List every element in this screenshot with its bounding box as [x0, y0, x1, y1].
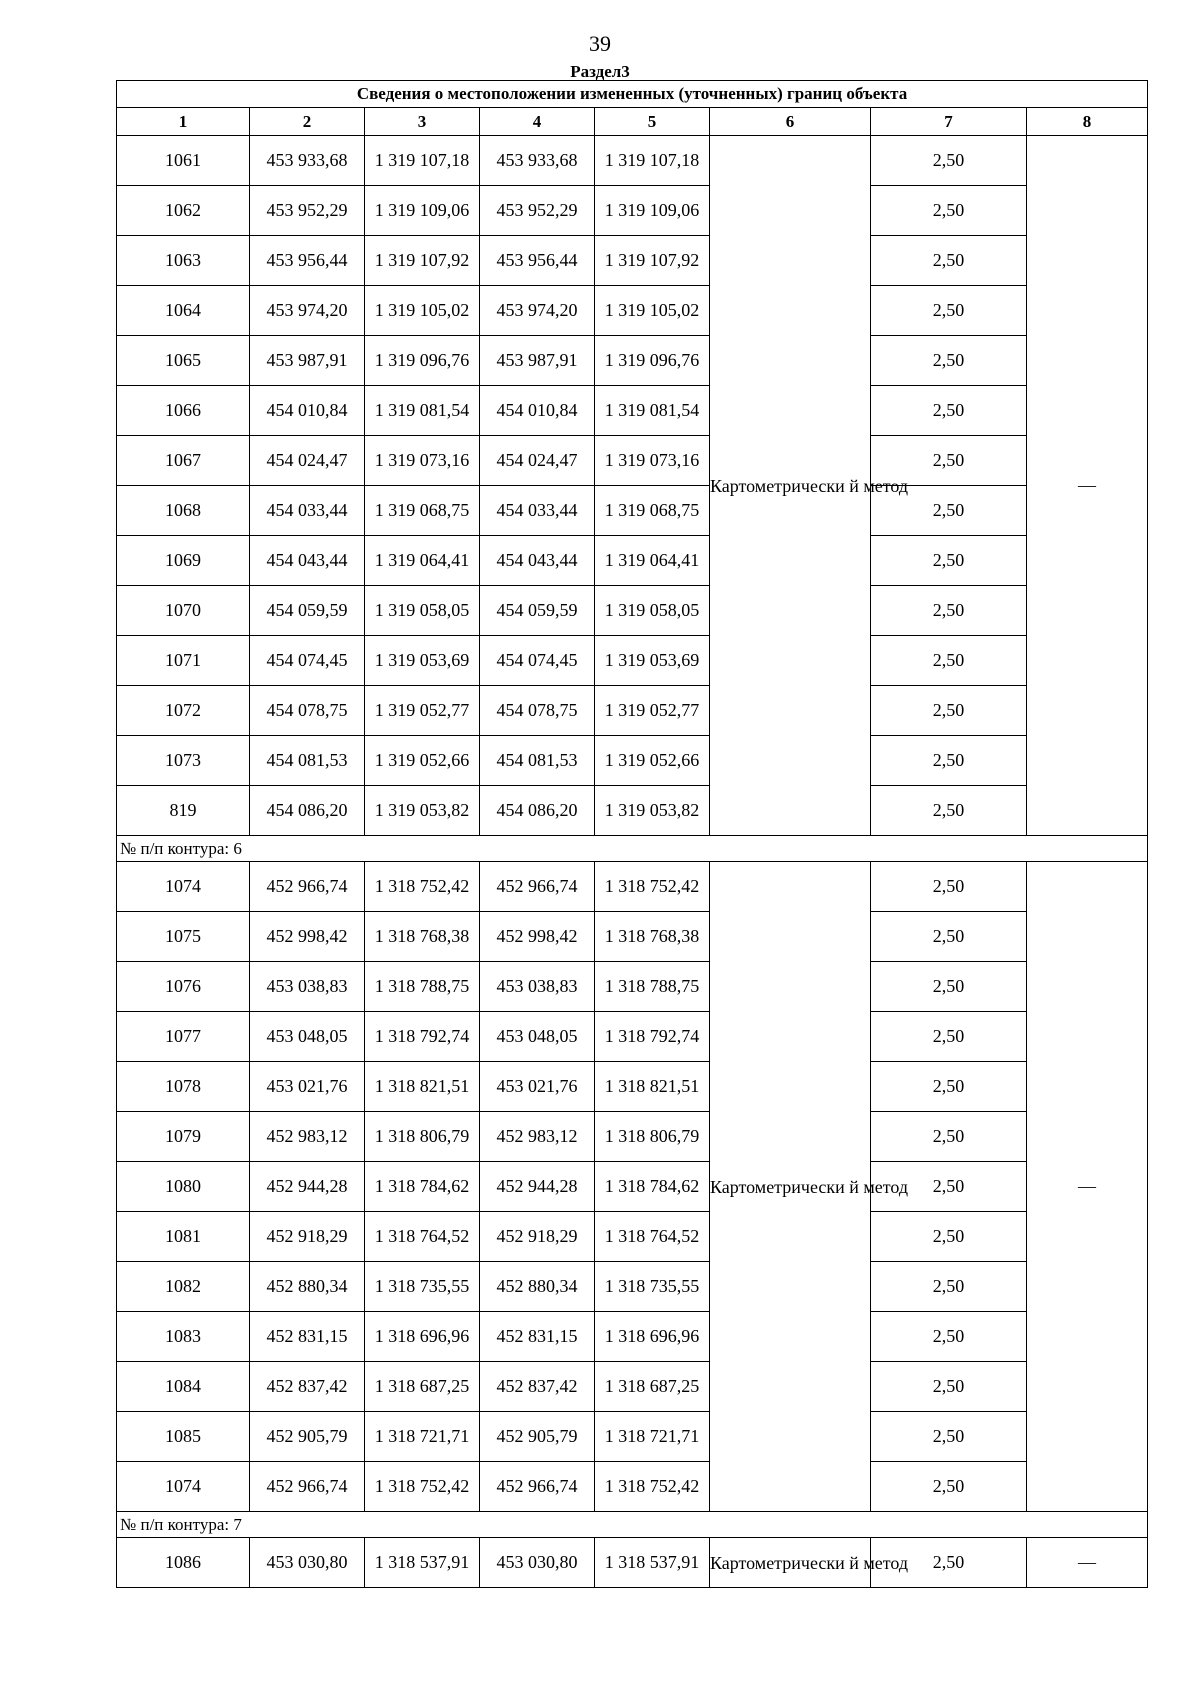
table-row: [117, 536, 1148, 586]
y-coordinate: 1 319 052,77: [365, 686, 480, 736]
precision-cell: 2,50: [871, 586, 1027, 636]
point-number: 819: [117, 786, 250, 836]
point-number: 1061: [117, 136, 250, 186]
point-number: 1062: [117, 186, 250, 236]
table-body: [117, 136, 1148, 1588]
page-number: 39: [589, 31, 611, 56]
y-new-coordinate: 1 318 768,38: [595, 912, 710, 962]
precision-cell: 2,50: [871, 536, 1027, 586]
x-new-coordinate: 454 059,59: [480, 586, 595, 636]
method-cell: Картометрически й метод: [710, 1538, 871, 1588]
x-coordinate: 454 010,84: [250, 386, 365, 436]
x-new-coordinate: 454 024,47: [480, 436, 595, 486]
y-coordinate: 1 318 792,74: [365, 1012, 480, 1062]
precision-cell: 2,50: [871, 286, 1027, 336]
column-number: 5: [595, 108, 710, 136]
table-row: [117, 586, 1148, 636]
table-row: [117, 1162, 1148, 1212]
x-coordinate: 454 043,44: [250, 536, 365, 586]
point-number: 1078: [117, 1062, 250, 1112]
x-new-coordinate: 454 078,75: [480, 686, 595, 736]
x-new-coordinate: 452 837,42: [480, 1362, 595, 1412]
y-coordinate: 1 319 107,18: [365, 136, 480, 186]
y-coordinate: 1 319 058,05: [365, 586, 480, 636]
y-coordinate: 1 319 073,16: [365, 436, 480, 486]
column-8-cell: —: [1027, 862, 1148, 1512]
point-number: 1086: [117, 1538, 250, 1588]
x-new-coordinate: 452 880,34: [480, 1262, 595, 1312]
y-coordinate: 1 318 752,42: [365, 862, 480, 912]
boundary-table: [116, 80, 1148, 1588]
x-new-coordinate: 452 983,12: [480, 1112, 595, 1162]
x-coordinate: 452 905,79: [250, 1412, 365, 1462]
precision-cell: 2,50: [871, 236, 1027, 286]
y-new-coordinate: 1 318 788,75: [595, 962, 710, 1012]
x-coordinate: 452 831,15: [250, 1312, 365, 1362]
y-new-coordinate: 1 319 068,75: [595, 486, 710, 536]
x-coordinate: 454 086,20: [250, 786, 365, 836]
x-coordinate: 452 983,12: [250, 1112, 365, 1162]
y-new-coordinate: 1 319 096,76: [595, 336, 710, 386]
y-coordinate: 1 319 081,54: [365, 386, 480, 436]
column-8-cell: —: [1027, 1538, 1148, 1588]
table-row: [117, 1062, 1148, 1112]
precision-cell: 2,50: [871, 736, 1027, 786]
precision-cell: 2,50: [871, 686, 1027, 736]
x-coordinate: 452 944,28: [250, 1162, 365, 1212]
table-row: [117, 286, 1148, 336]
point-number: 1070: [117, 586, 250, 636]
table-row: [117, 1012, 1148, 1062]
table-row: [117, 386, 1148, 436]
x-coordinate: 453 933,68: [250, 136, 365, 186]
point-number: 1071: [117, 636, 250, 686]
y-new-coordinate: 1 318 806,79: [595, 1112, 710, 1162]
precision-cell: 2,50: [871, 136, 1027, 186]
method-cell: Картометрически й метод: [710, 136, 871, 836]
table-row: [117, 336, 1148, 386]
table-row: [117, 1112, 1148, 1162]
x-new-coordinate: 453 048,05: [480, 1012, 595, 1062]
point-number: 1068: [117, 486, 250, 536]
precision-cell: 2,50: [871, 962, 1027, 1012]
precision-cell: 2,50: [871, 1112, 1027, 1162]
point-number: 1082: [117, 1262, 250, 1312]
y-coordinate: 1 318 784,62: [365, 1162, 480, 1212]
column-number: 6: [710, 108, 871, 136]
point-number: 1074: [117, 862, 250, 912]
y-new-coordinate: 1 318 735,55: [595, 1262, 710, 1312]
precision-cell: 2,50: [871, 1262, 1027, 1312]
x-new-coordinate: 452 905,79: [480, 1412, 595, 1462]
x-new-coordinate: 454 074,45: [480, 636, 595, 686]
table-row: [117, 1462, 1148, 1512]
x-new-coordinate: 453 952,29: [480, 186, 595, 236]
y-new-coordinate: 1 318 687,25: [595, 1362, 710, 1412]
table-row: [117, 912, 1148, 962]
precision-cell: 2,50: [871, 436, 1027, 486]
precision-cell: 2,50: [871, 336, 1027, 386]
x-new-coordinate: 454 086,20: [480, 786, 595, 836]
y-coordinate: 1 319 105,02: [365, 286, 480, 336]
y-coordinate: 1 318 696,96: [365, 1312, 480, 1362]
x-coordinate: 454 024,47: [250, 436, 365, 486]
y-coordinate: 1 319 064,41: [365, 536, 480, 586]
precision-cell: 2,50: [871, 862, 1027, 912]
precision-cell: 2,50: [871, 1362, 1027, 1412]
table-row: [117, 1362, 1148, 1412]
table-row: [117, 236, 1148, 286]
contour-label: № п/п контура: 6: [117, 836, 1148, 862]
table-row: [117, 436, 1148, 486]
x-coordinate: 454 033,44: [250, 486, 365, 536]
x-new-coordinate: 453 021,76: [480, 1062, 595, 1112]
point-number: 1085: [117, 1412, 250, 1462]
column-number: 3: [365, 108, 480, 136]
x-coordinate: 452 880,34: [250, 1262, 365, 1312]
x-new-coordinate: 453 974,20: [480, 286, 595, 336]
point-number: 1067: [117, 436, 250, 486]
column-number: 7: [871, 108, 1027, 136]
x-coordinate: 453 048,05: [250, 1012, 365, 1062]
x-new-coordinate: 452 831,15: [480, 1312, 595, 1362]
y-new-coordinate: 1 319 064,41: [595, 536, 710, 586]
precision-cell: 2,50: [871, 1312, 1027, 1362]
x-coordinate: 452 837,42: [250, 1362, 365, 1412]
y-coordinate: 1 319 068,75: [365, 486, 480, 536]
y-new-coordinate: 1 318 784,62: [595, 1162, 710, 1212]
table-row: [117, 1262, 1148, 1312]
table-title: Сведения о местоположении измененных (уточненных) границ объекта: [117, 81, 1148, 108]
x-new-coordinate: 452 966,74: [480, 862, 595, 912]
table-title-row: [117, 81, 1148, 108]
point-number: 1074: [117, 1462, 250, 1512]
point-number: 1069: [117, 536, 250, 586]
y-new-coordinate: 1 319 058,05: [595, 586, 710, 636]
contour-label: № п/п контура: 7: [117, 1512, 1148, 1538]
contour-row: [117, 836, 1148, 862]
x-coordinate: 454 074,45: [250, 636, 365, 686]
y-new-coordinate: 1 319 105,02: [595, 286, 710, 336]
precision-cell: 2,50: [871, 1412, 1027, 1462]
y-coordinate: 1 319 107,92: [365, 236, 480, 286]
table-row: [117, 186, 1148, 236]
y-coordinate: 1 319 109,06: [365, 186, 480, 236]
y-coordinate: 1 318 735,55: [365, 1262, 480, 1312]
table-row: [117, 486, 1148, 536]
x-coordinate: 453 030,80: [250, 1538, 365, 1588]
x-coordinate: 452 918,29: [250, 1212, 365, 1262]
y-coordinate: 1 318 687,25: [365, 1362, 480, 1412]
point-number: 1066: [117, 386, 250, 436]
table-row: [117, 636, 1148, 686]
table-row: [117, 962, 1148, 1012]
y-coordinate: 1 318 537,91: [365, 1538, 480, 1588]
y-new-coordinate: 1 318 792,74: [595, 1012, 710, 1062]
y-coordinate: 1 318 752,42: [365, 1462, 480, 1512]
point-number: 1079: [117, 1112, 250, 1162]
y-new-coordinate: 1 319 052,66: [595, 736, 710, 786]
y-new-coordinate: 1 319 053,82: [595, 786, 710, 836]
x-coordinate: 452 966,74: [250, 862, 365, 912]
x-new-coordinate: 452 944,28: [480, 1162, 595, 1212]
point-number: 1080: [117, 1162, 250, 1212]
x-coordinate: 453 021,76: [250, 1062, 365, 1112]
section-title: Раздел3: [570, 62, 630, 81]
precision-cell: 2,50: [871, 912, 1027, 962]
x-coordinate: 453 987,91: [250, 336, 365, 386]
point-number: 1083: [117, 1312, 250, 1362]
point-number: 1063: [117, 236, 250, 286]
table-row: [117, 686, 1148, 736]
x-coordinate: 454 059,59: [250, 586, 365, 636]
x-new-coordinate: 452 966,74: [480, 1462, 595, 1512]
x-new-coordinate: 454 043,44: [480, 536, 595, 586]
table-row: [117, 136, 1148, 186]
y-coordinate: 1 319 052,66: [365, 736, 480, 786]
x-coordinate: 453 974,20: [250, 286, 365, 336]
y-new-coordinate: 1 319 053,69: [595, 636, 710, 686]
x-new-coordinate: 453 933,68: [480, 136, 595, 186]
point-number: 1064: [117, 286, 250, 336]
point-number: 1077: [117, 1012, 250, 1062]
column-number: 2: [250, 108, 365, 136]
x-new-coordinate: 454 033,44: [480, 486, 595, 536]
y-new-coordinate: 1 318 764,52: [595, 1212, 710, 1262]
y-new-coordinate: 1 319 073,16: [595, 436, 710, 486]
table-row: [117, 786, 1148, 836]
x-new-coordinate: 452 998,42: [480, 912, 595, 962]
table-row: [117, 1312, 1148, 1362]
y-new-coordinate: 1 319 107,18: [595, 136, 710, 186]
point-number: 1084: [117, 1362, 250, 1412]
x-new-coordinate: 453 038,83: [480, 962, 595, 1012]
y-coordinate: 1 318 768,38: [365, 912, 480, 962]
x-new-coordinate: 454 081,53: [480, 736, 595, 786]
y-coordinate: 1 319 096,76: [365, 336, 480, 386]
y-coordinate: 1 319 053,82: [365, 786, 480, 836]
y-new-coordinate: 1 318 752,42: [595, 1462, 710, 1512]
point-number: 1076: [117, 962, 250, 1012]
precision-cell: 2,50: [871, 636, 1027, 686]
column-number: 8: [1027, 108, 1148, 136]
x-new-coordinate: 453 956,44: [480, 236, 595, 286]
x-coordinate: 453 952,29: [250, 186, 365, 236]
precision-cell: 2,50: [871, 1012, 1027, 1062]
y-new-coordinate: 1 319 081,54: [595, 386, 710, 436]
table-row: [117, 1538, 1148, 1588]
x-new-coordinate: 453 030,80: [480, 1538, 595, 1588]
y-new-coordinate: 1 319 109,06: [595, 186, 710, 236]
precision-cell: 2,50: [871, 1162, 1027, 1212]
point-number: 1075: [117, 912, 250, 962]
x-new-coordinate: 454 010,84: [480, 386, 595, 436]
y-coordinate: 1 319 053,69: [365, 636, 480, 686]
y-new-coordinate: 1 318 752,42: [595, 862, 710, 912]
precision-cell: 2,50: [871, 786, 1027, 836]
precision-cell: 2,50: [871, 386, 1027, 436]
precision-cell: 2,50: [871, 486, 1027, 536]
point-number: 1065: [117, 336, 250, 386]
table-row: [117, 1412, 1148, 1462]
y-coordinate: 1 318 764,52: [365, 1212, 480, 1262]
x-coordinate: 452 966,74: [250, 1462, 365, 1512]
y-coordinate: 1 318 821,51: [365, 1062, 480, 1112]
contour-row: [117, 1512, 1148, 1538]
y-new-coordinate: 1 318 537,91: [595, 1538, 710, 1588]
y-coordinate: 1 318 721,71: [365, 1412, 480, 1462]
x-new-coordinate: 453 987,91: [480, 336, 595, 386]
precision-cell: 2,50: [871, 1538, 1027, 1588]
table-row: [117, 862, 1148, 912]
method-cell: Картометрически й метод: [710, 862, 871, 1512]
column-8-cell: —: [1027, 136, 1148, 836]
x-coordinate: 452 998,42: [250, 912, 365, 962]
precision-cell: 2,50: [871, 186, 1027, 236]
y-new-coordinate: 1 319 107,92: [595, 236, 710, 286]
column-number: 1: [117, 108, 250, 136]
point-number: 1073: [117, 736, 250, 786]
x-coordinate: 454 081,53: [250, 736, 365, 786]
x-coordinate: 453 038,83: [250, 962, 365, 1012]
column-number: 4: [480, 108, 595, 136]
y-new-coordinate: 1 318 721,71: [595, 1412, 710, 1462]
y-new-coordinate: 1 319 052,77: [595, 686, 710, 736]
x-coordinate: 454 078,75: [250, 686, 365, 736]
x-coordinate: 453 956,44: [250, 236, 365, 286]
y-new-coordinate: 1 318 821,51: [595, 1062, 710, 1112]
precision-cell: 2,50: [871, 1462, 1027, 1512]
point-number: 1072: [117, 686, 250, 736]
precision-cell: 2,50: [871, 1212, 1027, 1262]
x-new-coordinate: 452 918,29: [480, 1212, 595, 1262]
y-coordinate: 1 318 788,75: [365, 962, 480, 1012]
precision-cell: 2,50: [871, 1062, 1027, 1112]
table-row: [117, 736, 1148, 786]
point-number: 1081: [117, 1212, 250, 1262]
y-coordinate: 1 318 806,79: [365, 1112, 480, 1162]
column-number-row: [117, 108, 1148, 136]
y-new-coordinate: 1 318 696,96: [595, 1312, 710, 1362]
table-row: [117, 1212, 1148, 1262]
